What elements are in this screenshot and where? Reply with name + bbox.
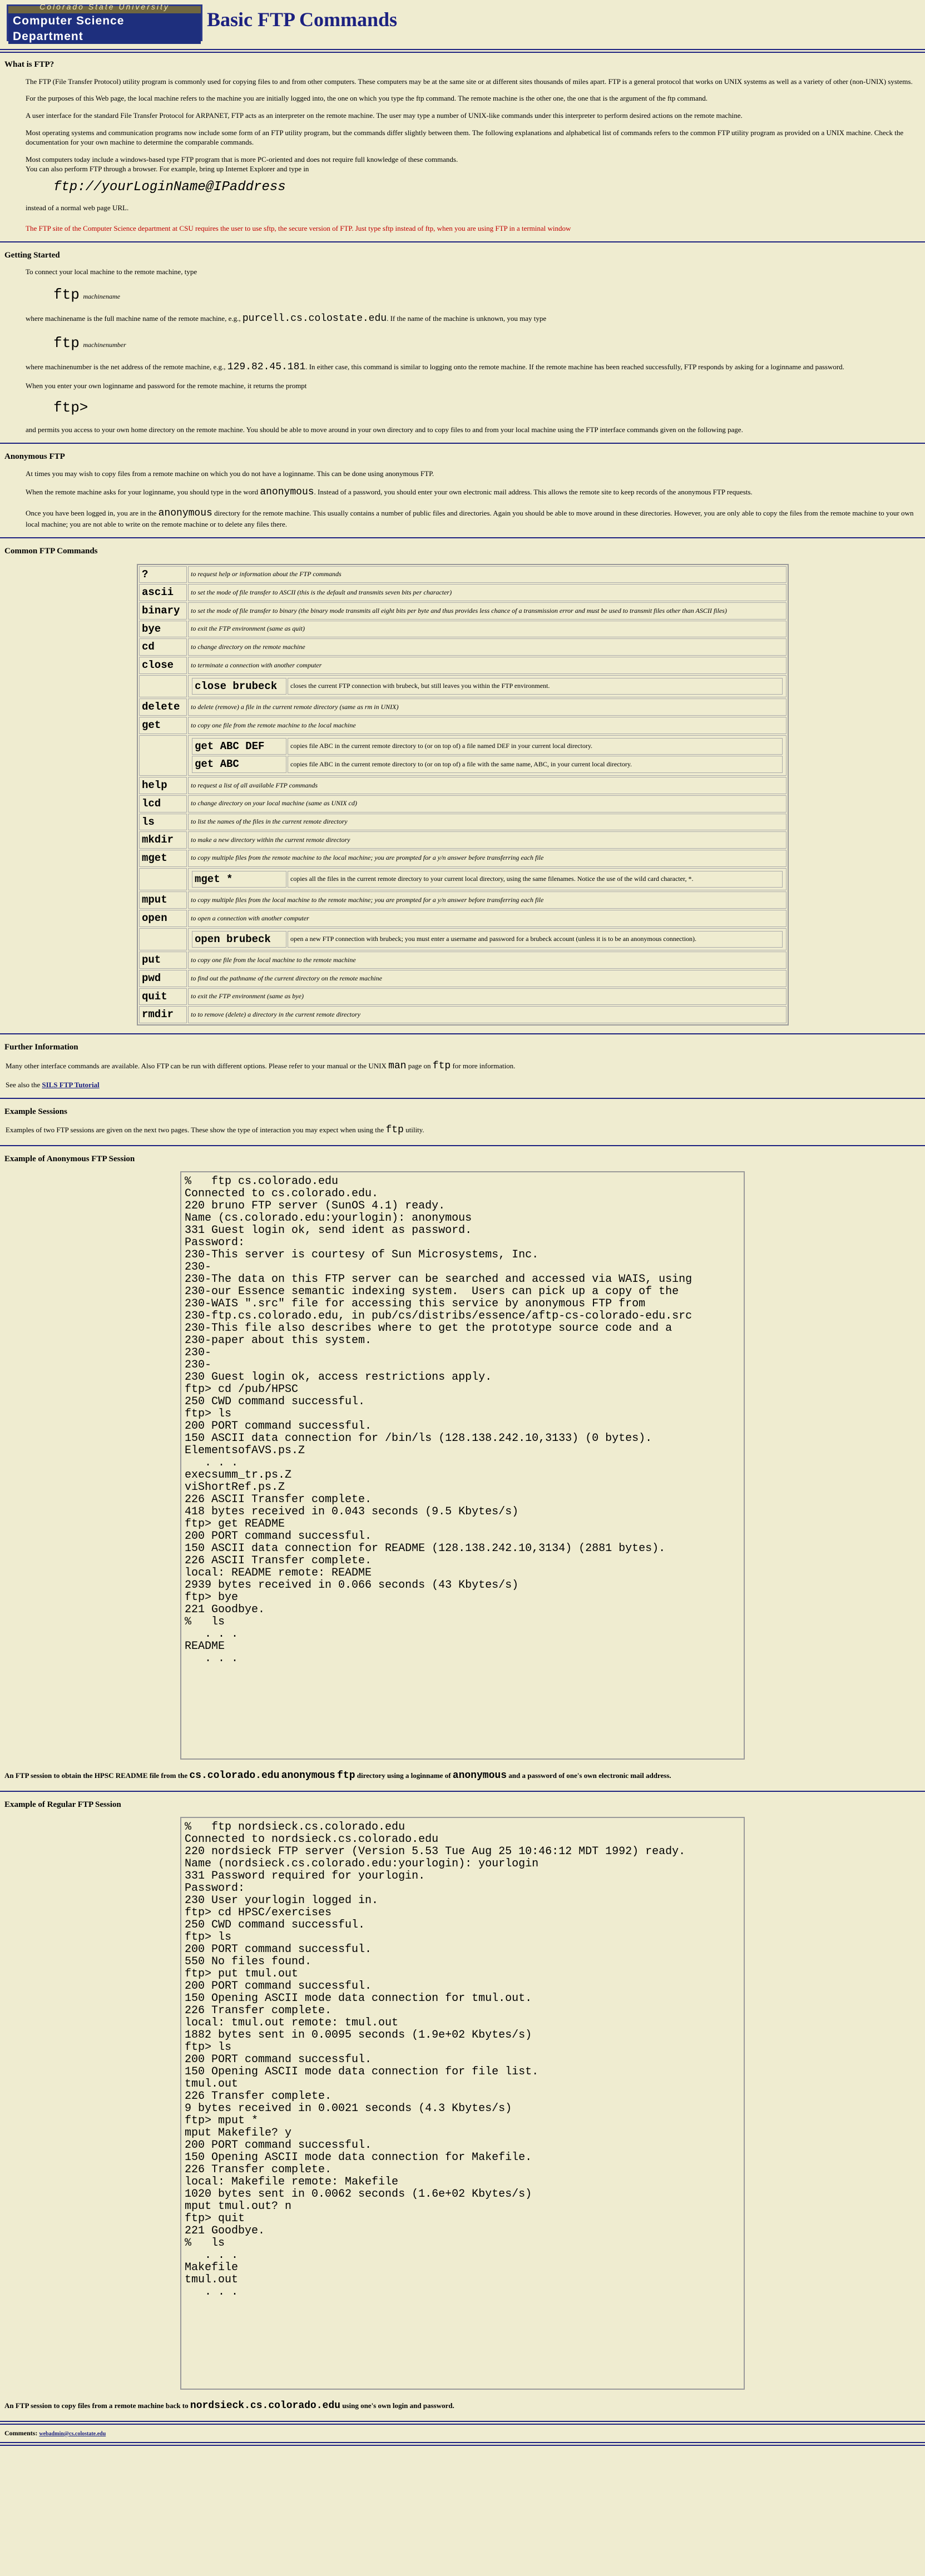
table-row [139, 699, 787, 716]
table-row [139, 735, 787, 776]
table-row [139, 868, 787, 891]
command-description: to change directory on the remote machine [188, 638, 787, 656]
paragraph [26, 155, 919, 174]
table-row [139, 988, 787, 1005]
paragraph-text: Once you have been logged in, you are in the [26, 508, 157, 517]
command-description: to request a list of all available FTP commands [188, 777, 787, 794]
command-name: cd [139, 638, 187, 656]
command-name: bye [139, 621, 187, 638]
anonymous-word: anonymous [158, 507, 212, 519]
table-row [139, 831, 787, 849]
example-table [191, 737, 784, 774]
paragraph: instead of a normal web page URL. [26, 203, 129, 212]
paragraph [6, 1060, 919, 1073]
command-description: to to remove (delete) a directory in the current remote directory [188, 1006, 787, 1023]
page-header [0, 0, 925, 44]
url-example: ftp://yourLoginName@IPaddress [53, 179, 286, 195]
footer [4, 2429, 921, 2438]
command-description: to copy multiple files from the remote machine to the local machine; you are prompted for a y/n answer before transferring each file [188, 850, 787, 867]
example-command: get ABC [192, 756, 286, 773]
session-caption [4, 1770, 921, 1782]
table-row [139, 675, 787, 698]
comments-label: Comments: [4, 2429, 38, 2437]
ip-example: 129.82.45.181 [227, 361, 306, 373]
caption-host: cs.colorado.edu [189, 1770, 280, 1782]
hostname-example: purcell.cs.colostate.edu [242, 313, 387, 324]
example-sessions-section [0, 1107, 925, 1137]
command-description: to request help or information about the FTP commands [188, 566, 787, 583]
getting-started-section [0, 250, 925, 435]
paragraph-text: You can also perform FTP through a browser. For example, bring up Internet Explorer and type in [26, 164, 309, 173]
command-description: to change directory on your local machine (same as UNIX cd) [188, 795, 787, 813]
table-row [139, 657, 787, 674]
example-command: open brubeck [192, 931, 286, 948]
ftp-prompt: ftp> [53, 399, 88, 417]
example-command: get ABC DEF [192, 738, 286, 755]
section-heading: Example Sessions [4, 1107, 67, 1116]
table-row [139, 952, 787, 969]
table-row [139, 970, 787, 987]
command-name: close [139, 657, 187, 674]
man-word: man [388, 1060, 407, 1072]
command-description: to delete (remove) a file in the current remote directory (same as rm in UNIX) [188, 699, 787, 716]
paragraph-text: where machinenumber is the net address of the remote machine, e.g., [26, 363, 226, 371]
caption-word: anonymous [452, 1770, 507, 1782]
paragraph-text: Many other interface commands are available. Also FTP can be run with different options. Please refer to your manual or the UNIX [6, 1061, 387, 1070]
command-example [53, 333, 925, 353]
command-text: ftp [53, 335, 80, 352]
example-description: copies all the files in the current remote directory to your current local directory, using the same filenames. Notice the use of the wild card character, *. [288, 871, 783, 888]
example-table [191, 930, 784, 949]
paragraph-text: Most computers today include a windows-based type FTP program that is more PC-oriented and does not require full knowledge of these commands. [26, 155, 458, 164]
caption-host: nordsieck.cs.colorado.edu [190, 2400, 340, 2412]
command-description: to exit the FTP environment (same as bye) [188, 988, 787, 1005]
page-title: Basic FTP Commands [207, 8, 398, 31]
divider [0, 1145, 925, 1146]
department-logo[interactable] [7, 4, 202, 41]
paragraph [26, 313, 919, 325]
paragraph-text: where machinename is the full machine name of the remote machine, e.g., [26, 314, 241, 323]
command-name: quit [139, 988, 187, 1005]
command-description: to exit the FTP environment (same as quit) [188, 621, 787, 638]
caption-ftp: ftp [337, 1770, 355, 1782]
command-name: mput [139, 891, 187, 909]
divider [0, 241, 925, 242]
divider [0, 2421, 925, 2425]
command-description: to copy multiple files from the local machine to the remote machine; you are prompted for a y/n answer before transferring each file [188, 891, 787, 909]
table-row [139, 566, 787, 583]
command-name: pwd [139, 970, 187, 987]
section-heading: Further Information [4, 1043, 78, 1052]
webadmin-email-link[interactable]: webadmin@cs.colostate.edu [39, 2430, 106, 2437]
paragraph [6, 1081, 919, 1090]
ftp-word: ftp [385, 1124, 404, 1136]
caption-text: An FTP session to copy files from a remote machine back to [4, 2401, 189, 2410]
paragraph-text: utility. [405, 1126, 424, 1135]
example-command: close brubeck [192, 678, 286, 695]
paragraph-text: . In either case, this command is similar to logging onto the remote machine. If the remote machine has been reached successfully, FTP responds by asking for a loginname and password. [305, 363, 844, 371]
paragraph-text: page on [408, 1061, 431, 1070]
sils-tutorial-link[interactable]: SILS FTP Tutorial [42, 1081, 100, 1089]
table-row [139, 928, 787, 951]
divider [0, 1791, 925, 1792]
section-heading: What is FTP? [4, 60, 55, 69]
paragraph: When you enter your own loginname and password for the remote machine, it returns the prompt [26, 382, 307, 390]
command-name: ascii [139, 584, 187, 601]
command-name: rmdir [139, 1006, 187, 1023]
table-row [139, 795, 787, 813]
table-row [139, 621, 787, 638]
paragraph-text: See also the [6, 1081, 41, 1089]
command-name: put [139, 952, 187, 969]
ftp-word: ftp [432, 1060, 451, 1072]
table-row [139, 602, 787, 620]
example-table [191, 870, 784, 889]
example-description: copies file ABC in the current remote directory to (or on top of) a file with the same name, ABC, in your current local directory. [288, 756, 783, 773]
command-arg: machinenumber [83, 341, 126, 349]
example-description: copies file ABC in the current remote directory to (or on top of) a file named DEF in your current local directory. [288, 738, 783, 755]
sftp-note: The FTP site of the Computer Science department at CSU requires the user to use sftp, the secure version of FTP. Just type sftp instead of ftp, when you are using FTP in a terminal window [26, 224, 571, 232]
anonymous-ftp-section [0, 452, 925, 529]
paragraph: The FTP (File Transfer Protocol) utility program is commonly used for copying files to and from other computers. These computers may be at the same site or at different sites thousands of miles apart. FTP is a general protocol that works on UNIX systems as well as a variety of other (non-UNIX) systems. [26, 77, 913, 86]
paragraph-text: Examples of two FTP sessions are given on the next two pages. These show the type of interaction you may expect when using the [6, 1126, 384, 1135]
paragraph: and permits you access to your own home directory on the remote machine. You should be able to move around in your own directory and to copy files to and from your local machine using the FTP interface commands given on the following page. [26, 425, 743, 434]
session-caption [4, 2400, 921, 2412]
command-name: delete [139, 699, 187, 716]
table-row [139, 584, 787, 601]
caption-text: and a password of one's own electronic mail address. [508, 1771, 671, 1780]
divider [0, 49, 925, 53]
paragraph-text: . If the name of the machine is unknown, you may type [387, 314, 547, 323]
regular-session-transcript: % ftp nordsieck.cs.colorado.edu Connected to nordsieck.cs.colorado.edu 220 nordsieck FTP server (Version 5.53 Tue Aug 25 10:46:12 MDT 1992) ready. Name (nordsieck.cs.colorado.edu:yourlogin): yourlogin 331 Password required for yourlogin. Password: 230 User yourlogin logged in. ftp> cd HPSC/exercises 250 CWD command successful. ftp> ls 200 PORT command successful. 550 No files found. ftp> put tmul.out 200 PORT command successful. 150 Opening ASCII mode data connection for tmul.out. 226 Transfer complete. local: tmul.out remote: tmul.out 1882 bytes sent in 0.0095 seconds (1.9e+02 Kbytes/s) ftp> ls 200 PORT command successful. 150 Opening ASCII mode data connection for file list. tmul.out 226 Transfer complete. 9 bytes received in 0.0021 seconds (4.3 Kbytes/s) ftp> mput * mput Makefile? y 200 PORT command successful. 150 Opening ASCII mode data connection for Makefile. 226 Transfer complete. local: Makefile remote: Makefile 1020 bytes sent in 0.0062 seconds (1.6e+02 Kbytes/s) mput tmul.out? n ftp> quit 221 Goodbye. % ls . . . Makefile tmul.out . . . [180, 1817, 745, 2390]
paragraph [6, 1124, 919, 1137]
section-heading: Getting Started [4, 250, 60, 260]
command-description: to find out the pathname of the current directory on the remote machine [188, 970, 787, 987]
divider [0, 443, 925, 444]
paragraph: To connect your local machine to the remote machine, type [26, 267, 197, 276]
caption-text: using one's own login and password. [342, 2401, 454, 2410]
anonymous-session-transcript: % ftp cs.colorado.edu Connected to cs.colorado.edu. 220 bruno FTP server (SunOS 4.1) ready. Name (cs.colorado.edu:yourlogin): anonymous 331 Guest login ok, send ident as password. Password: 230-This server is courtesy of Sun Microsystems, Inc. 230- 230-The data on this FTP server can be searched and accessed via WAIS, using 230-our Essence semantic indexing system. Users can pick up a copy of the 230-WAIS ".src" file for accessing this service by anonymous FTP from 230-ftp.cs.colorado.edu, in pub/cs/distribs/essence/aftp-cs-colorado-edu.src 230-This file also describes where to get the prototype source code and a 230-paper about this system. 230- 230- 230 Guest login ok, access restrictions apply. ftp> cd /pub/HPSC 250 CWD command successful. ftp> ls 200 PORT command successful. 150 ASCII data connection for /bin/ls (128.138.242.10,3133) (0 bytes). ElementsofAVS.ps.Z . . . execsumm_tr.ps.Z viShortRef.ps.Z 226 ASCII Transfer complete. 418 bytes received in 0.043 seconds (9.5 Kbytes/s) ftp> get README 200 PORT command successful. 150 ASCII data connection for README (128.138.242.10,3134) (2881 bytes). 226 ASCII Transfer complete. local: README remote: README 2939 bytes received in 0.066 seconds (43 Kbytes/s) ftp> bye 221 Goodbye. % ls . . . README . . . [180, 1171, 745, 1760]
paragraph [26, 361, 919, 374]
command-description: to copy one file from the local machine to the remote machine [188, 952, 787, 969]
command-name: ls [139, 814, 187, 831]
table-row [139, 814, 787, 831]
regular-session-section [0, 1800, 925, 2413]
paragraph [26, 486, 919, 499]
further-information-section [0, 1042, 925, 1090]
table-row [139, 910, 787, 927]
paragraph-text: directory for the remote machine. This usually contains a number of public files and directories. Again you should be able to move around in these directories. However, you are only able to copy the files from the remote machine to your own local machine; you are not able to write on the remote machine or to delete any files there. [26, 508, 914, 529]
command-description: to make a new directory within the current remote directory [188, 831, 787, 849]
paragraph-text: . Instead of a password, you should enter your own electronic mail address. This allows the remote site to keep records of the anonymous FTP requests. [314, 488, 753, 497]
caption-anon: anonymous [281, 1770, 335, 1782]
paragraph-text: When the remote machine asks for your loginname, you should type in the word [26, 488, 259, 497]
divider [0, 2442, 925, 2446]
command-description: to list the names of the files in the current remote directory [188, 814, 787, 831]
commands-section [0, 546, 925, 1026]
paragraph: For the purposes of this Web page, the local machine refers to the machine you are initially logged into, the one on which you type the ftp command. The remote machine is the other one, the one that is the argument of the ftp command. [26, 94, 708, 103]
example-description: closes the current FTP connection with brubeck, but still leaves you within the FTP environment. [288, 678, 783, 695]
anonymous-session-section [0, 1154, 925, 1783]
caption-text: An FTP session to obtain the HPSC README file from the [4, 1771, 188, 1780]
paragraph [26, 507, 919, 529]
command-name: get [139, 717, 187, 734]
what-is-ftp-section [0, 60, 925, 234]
command-arg: machinename [83, 293, 120, 301]
caption-text: directory using a loginname of [357, 1771, 451, 1780]
section-heading: Example of Regular FTP Session [4, 1800, 121, 1809]
command-description: to open a connection with another computer [188, 910, 787, 927]
command-text: ftp [53, 286, 80, 304]
command-name: ? [139, 566, 187, 583]
table-row [139, 1006, 787, 1023]
command-name: mget [139, 850, 187, 867]
example-description: open a new FTP connection with brubeck; you must enter a username and password for a brubeck account (unless it is to be an anonymous connection). [288, 931, 783, 948]
anonymous-word: anonymous [260, 487, 314, 498]
command-description: to set the mode of file transfer to ASCII (this is the default and transmits seven bits per character) [188, 584, 787, 601]
paragraph: At times you may wish to copy files from a remote machine on which you do not have a loginname. This can be done using anonymous FTP. [26, 469, 434, 478]
command-name: binary [139, 602, 187, 620]
table-row [139, 638, 787, 656]
divider [0, 1033, 925, 1034]
commands-table [137, 564, 789, 1026]
command-description: to set the mode of file transfer to binary (the binary mode transmits all eight bits per byte and thus provides less chance of a transmission error and must be used to transmit files other than ASCII files) [188, 602, 787, 620]
command-example [53, 285, 925, 305]
example-command: mget * [192, 871, 286, 888]
paragraph-text: for more information. [452, 1061, 516, 1070]
command-name: mkdir [139, 831, 187, 849]
divider [0, 537, 925, 538]
table-row [139, 891, 787, 909]
section-heading: Anonymous FTP [4, 452, 65, 462]
command-name: lcd [139, 795, 187, 813]
paragraph: Most operating systems and communication programs now include some form of an FTP utility program, but the commands differ slightly between them. The following explanations and alphabetical list of commands refers to the common FTP utility program as provided on a UNIX machine. Check the documentation for your own machine to determine the comparable commands. [26, 128, 904, 147]
divider [0, 1098, 925, 1099]
paragraph: A user interface for the standard File Transfer Protocol for ARPANET, FTP acts as an interpreter on the remote machine. The user may type a number of UNIX-like commands under this interpreter to perform desired actions on the remote machine. [26, 111, 743, 120]
table-row [139, 777, 787, 794]
command-description: to terminate a connection with another computer [188, 657, 787, 674]
logo-university: Colorado State University [39, 2, 170, 12]
table-row [139, 850, 787, 867]
logo-department: Computer Science Department [8, 13, 201, 44]
section-heading: Common FTP Commands [4, 547, 98, 556]
command-name: help [139, 777, 187, 794]
command-description: to copy one file from the remote machine to the local machine [188, 717, 787, 734]
example-table [191, 677, 784, 696]
command-name: open [139, 910, 187, 927]
table-row [139, 717, 787, 734]
section-heading: Example of Anonymous FTP Session [4, 1154, 135, 1163]
